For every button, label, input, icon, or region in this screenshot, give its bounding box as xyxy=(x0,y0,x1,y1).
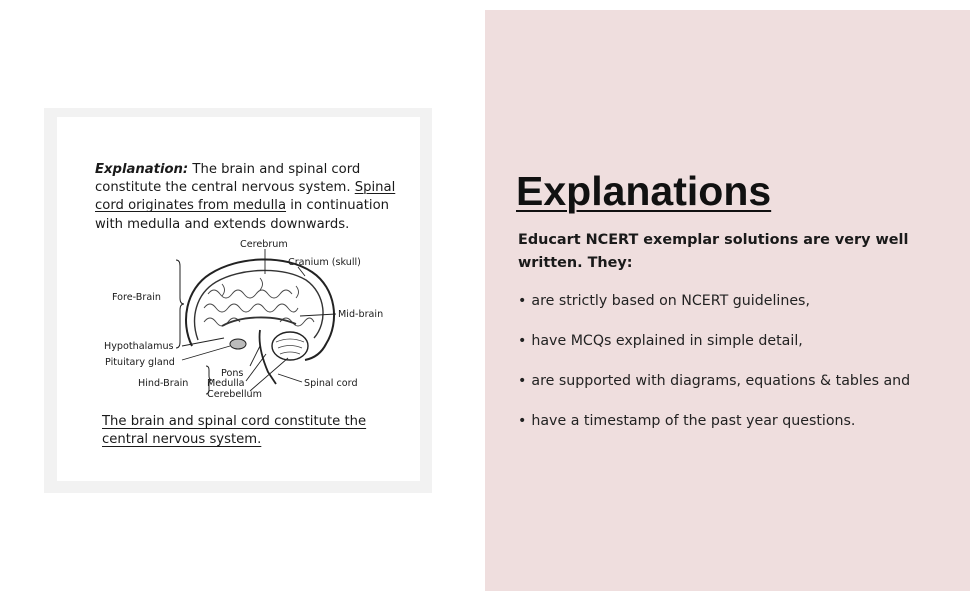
label-spinal-cord: Spinal cord xyxy=(304,378,358,389)
label-cerebrum: Cerebrum xyxy=(240,239,288,250)
label-pituitary: Pituitary gland xyxy=(105,357,175,368)
brain-diagram xyxy=(100,234,400,404)
bullet-icon: • xyxy=(518,413,527,429)
label-pons: Pons xyxy=(221,368,244,379)
fore-brain-brace xyxy=(176,260,184,348)
explanation-underlined: Spinal cord originates from medulla xyxy=(95,180,396,214)
pituitary-shape xyxy=(230,339,246,349)
list-item xyxy=(518,330,968,370)
feature-list xyxy=(518,290,968,450)
conclusion-underlined: The brain and spinal cord constitute the central nervous system. xyxy=(102,414,367,447)
list-item xyxy=(518,410,968,450)
explanation-paragraph xyxy=(95,161,400,234)
panel-intro: Educart NCERT exemplar solutions are very well written. They: xyxy=(518,232,909,271)
list-item-text: are strictly based on NCERT guidelines, xyxy=(531,293,810,309)
bullet-icon: • xyxy=(518,373,527,389)
corpus-callosum xyxy=(222,317,296,326)
list-item xyxy=(518,290,968,330)
bullet-icon: • xyxy=(518,333,527,349)
list-item-text: have a timestamp of the past year questions. xyxy=(531,413,856,429)
label-cranium: Cranium (skull) xyxy=(288,257,361,268)
label-cerebellum: Cerebellum xyxy=(207,389,262,400)
label-hypothalamus: Hypothalamus xyxy=(104,341,174,352)
cerebellum-folds xyxy=(276,339,304,354)
explanation-label: Explanation: xyxy=(95,162,189,177)
label-medulla: Medulla xyxy=(207,378,245,389)
cerebellum-shape xyxy=(272,332,308,360)
list-item-text: are supported with diagrams, equations & tables and xyxy=(531,373,911,389)
bullet-icon: • xyxy=(518,293,527,309)
explanation-tail: in continuation with medulla and extends downwards. xyxy=(95,198,390,232)
conclusion-text xyxy=(102,413,407,449)
explanation-text: The brain and spinal cord constitute the central nervous system. xyxy=(95,162,361,196)
label-mid-brain: Mid-brain xyxy=(338,309,384,320)
label-fore-brain: Fore-Brain xyxy=(112,292,161,303)
panel-heading: Explanations xyxy=(516,168,772,214)
list-item-text: have MCQs explained in simple detail, xyxy=(531,333,803,349)
brain-gyri xyxy=(204,278,314,326)
label-hind-brain: Hind-Brain xyxy=(138,378,189,389)
list-item xyxy=(518,370,968,410)
